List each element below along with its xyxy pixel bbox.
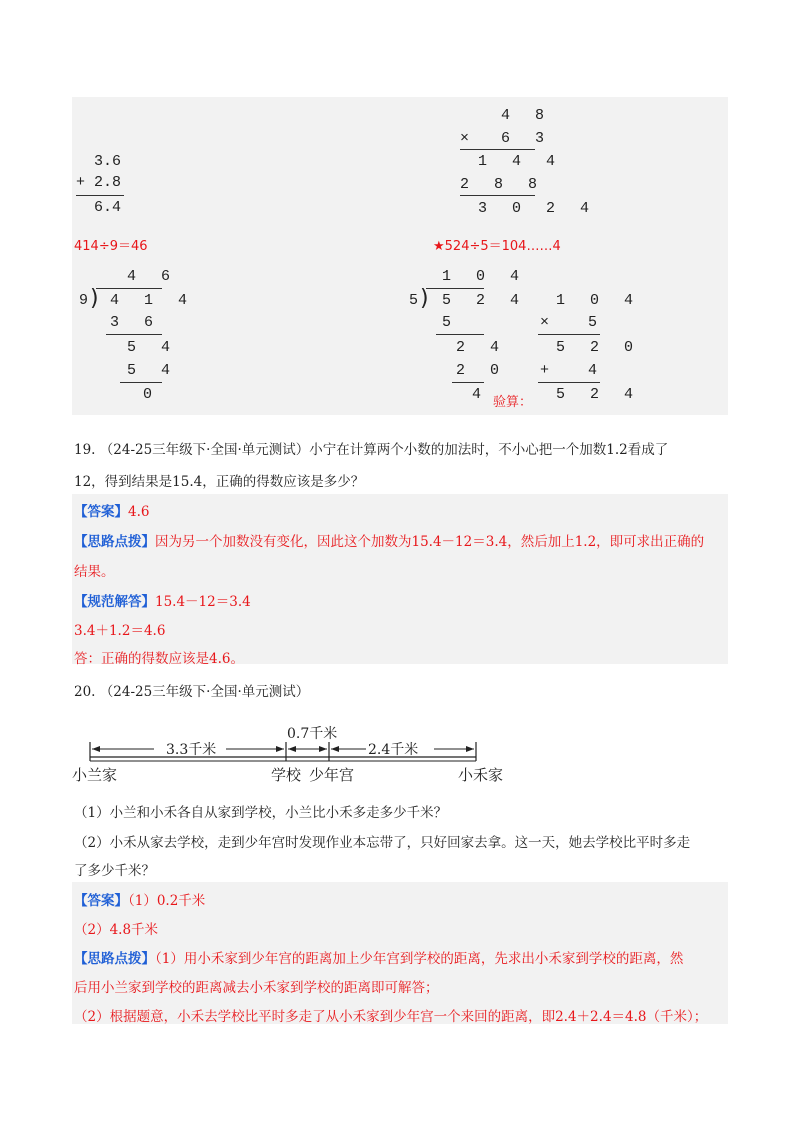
div2-bracket-top (426, 288, 484, 289)
q20-answer-1: （1）0.2千米 (128, 893, 206, 909)
div1-bracket-curve: ) (90, 286, 99, 311)
q19-text-line-2: 12，得到结果是15.4，正确的得数应该是多少？ (74, 474, 365, 490)
q20-sub1: （1）小兰和小禾各自从家到学校，小兰比小禾多走多少千米？ (74, 805, 448, 821)
add-operator: + (76, 174, 86, 191)
seg2-right-arrow (319, 746, 327, 752)
q19-solution-line-2: 3.4＋1.2＝4.6 (74, 623, 166, 639)
q19-hint-line-1: 因为另一个加数没有变化，因此这个加数为15.4－12＝3.4，然后加上1.2，即可求出正确的 (155, 534, 705, 550)
mul-result: 3 0 2 4 (478, 200, 598, 217)
seg3-right-arrow (466, 746, 474, 752)
check-rule-2 (538, 382, 600, 383)
add-rule (76, 195, 124, 196)
check-operator-add: + (540, 362, 550, 379)
q19-text-line-1: 19. （24-25三年级下·全国·单元测试）小宁在计算两个小数的加法时，不小心把一个加数1.2看成了 (74, 442, 669, 458)
q20-text-line-1: 20. （24-25三年级下·全国·单元测试） (74, 684, 310, 700)
div2-rule-1 (436, 334, 484, 335)
add-operand-b: 2.8 (94, 174, 122, 191)
div1-bracket-top (96, 288, 162, 289)
place-xiaohe-home: 小禾家 (458, 766, 504, 784)
div1-remainder-2: 0 (143, 386, 153, 403)
div1-quotient: 4 6 (127, 268, 179, 285)
div2-remainder-2: 4 (472, 386, 482, 403)
q19-solution (74, 590, 251, 610)
div1-remainder-1: 5 4 (127, 339, 179, 356)
seg2-label: 0.7千米 (287, 726, 338, 742)
check-operand-c: 4 (588, 362, 598, 379)
q19-hint-line-2: 结果。 (74, 564, 115, 580)
check-operator-mul: × (540, 314, 550, 331)
seg3-left-arrow (331, 746, 339, 752)
q19-solution-line-3: 答：正确的得数应该是4.6。 (74, 651, 244, 667)
mul-partial-2: 2 8 8 (460, 176, 546, 193)
div1-dividend: 4 1 4 (110, 292, 196, 309)
div2-caption: ★524÷5＝104……4 (433, 239, 561, 254)
div2-dividend: 5 2 4 (442, 292, 528, 309)
q19-solution-line-1: 15.4－12＝3.4 (155, 594, 251, 610)
div1-rule-2 (120, 382, 162, 383)
q19-answer-tag: 【答案】 (74, 504, 128, 520)
mul-partial-1: 1 4 4 (478, 153, 564, 170)
q19-answer-value: 4.6 (128, 504, 150, 520)
div1-rule-1 (106, 334, 162, 335)
check-product: 5 2 0 (556, 339, 642, 356)
div2-subtract-2: 2 0 (456, 362, 508, 379)
check-label: 验算： (493, 395, 533, 410)
add-operand-a: 3.6 (94, 153, 122, 170)
place-school: 学校 (271, 766, 302, 784)
div1-subtract-1: 3 6 (110, 314, 162, 331)
check-operand-b: 5 (588, 314, 598, 331)
div2-rule-2 (452, 382, 484, 383)
place-xiaolan-home: 小兰家 (72, 766, 118, 784)
q20-answer (74, 889, 205, 909)
q19-solution-tag: 【规范解答】 (74, 594, 155, 610)
mul-operand-b: 6 3 (501, 130, 553, 147)
seg3-label: 2.4千米 (368, 742, 419, 758)
div2-bracket-curve: ) (420, 286, 429, 311)
seg1-label: 3.3千米 (166, 742, 217, 758)
q19-answer-panel (72, 494, 728, 664)
q20-hint-line-2: 后用小兰家到学校的距离减去小禾家到学校的距离即可解答； (74, 980, 439, 996)
q19-hint (74, 530, 704, 550)
seg2-left-arrow (288, 746, 296, 752)
q19-answer (74, 500, 149, 520)
mul-rule-2 (460, 195, 535, 196)
div2-divisor: 5 (409, 292, 419, 309)
mul-rule-1 (460, 149, 535, 150)
div1-divisor: 9 (79, 292, 89, 309)
check-result: 5 2 4 (556, 386, 642, 403)
place-youth-palace: 少年宫 (309, 766, 355, 784)
q20-hint (74, 947, 683, 967)
div1-subtract-2: 5 4 (127, 362, 179, 379)
q20-answer-2: （2）4.8千米 (74, 922, 159, 938)
q20-hint-line-1: （1）用小禾家到少年宫的距离加上少年宫到学校的距离，先求出小禾家到学校的距离，然 (155, 951, 684, 967)
q20-answer-tag: 【答案】 (74, 893, 128, 909)
seg1-left-arrow (92, 746, 100, 752)
div1-caption: 414÷9＝46 (74, 239, 148, 254)
q20-hint-line-3: （2）根据题意，小禾去学校比平时多走了从小禾家到少年宫一个来回的距离，即2.4＋2.4＝4.8（千米）； (74, 1009, 708, 1025)
q20-sub2-line-1: （2）小禾从家去学校，走到少年宫时发现作业本忘带了，只好回家去拿。这一天，她去学校比平时多走 (74, 835, 691, 851)
seg1-right-arrow (276, 746, 284, 752)
check-operand-a: 1 0 4 (556, 292, 642, 309)
div2-quotient: 1 0 4 (442, 268, 528, 285)
q20-sub2-line-2: 了多少千米？ (74, 863, 155, 879)
q19-hint-tag: 【思路点拨】 (74, 534, 155, 550)
div2-remainder-1: 2 4 (456, 339, 508, 356)
check-rule-1 (538, 334, 600, 335)
div2-subtract-1: 5 (442, 314, 452, 331)
q20-hint-tag: 【思路点拨】 (74, 951, 155, 967)
mul-operand-a: 4 8 (501, 107, 553, 124)
mul-operator: × (460, 130, 470, 147)
add-result: 6.4 (94, 199, 122, 216)
